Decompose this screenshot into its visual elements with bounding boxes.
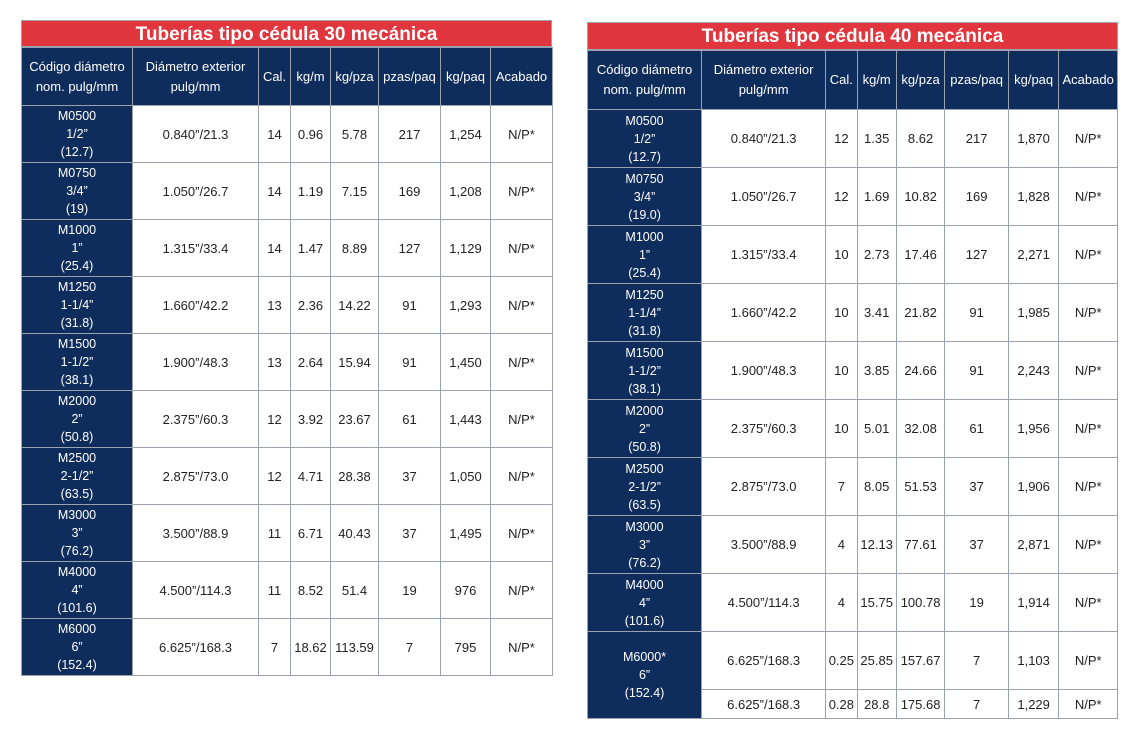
cell-outer-diameter: 6.625”/168.3 [133, 619, 259, 676]
header-outer-diameter: Diámetro exterior pulg/mm [702, 51, 826, 110]
cell-gauge: 13 [259, 334, 291, 391]
cell-kg-per-piece: 51.4 [331, 562, 379, 619]
cell-code: M0500 1/2” (12.7) [22, 106, 133, 163]
cell-pieces-per-pack: 127 [379, 220, 441, 277]
cell-finish: N/P* [491, 106, 553, 163]
cell-finish: N/P* [1059, 284, 1118, 342]
cell-gauge: 11 [259, 562, 291, 619]
cell-code: M6000* 6” (152.4) [588, 632, 702, 719]
cell-kg-per-m: 4.71 [291, 448, 331, 505]
cell-kg-per-m: 2.73 [857, 226, 896, 284]
cell-finish: N/P* [1059, 226, 1118, 284]
cell-outer-diameter: 1.315”/33.4 [702, 226, 826, 284]
cell-gauge: 13 [259, 277, 291, 334]
table-row [588, 168, 1118, 226]
cell-code: M2000 2” (50.8) [22, 391, 133, 448]
cell-finish: N/P* [491, 163, 553, 220]
header-code: Código diámetro nom. pulg/mm [588, 51, 702, 110]
cell-kg-per-m: 0.96 [291, 106, 331, 163]
table-row [588, 632, 1118, 690]
cell-kg-per-piece: 100.78 [896, 574, 944, 632]
header-kg-per-pack: kg/paq [1008, 51, 1058, 110]
cell-pieces-per-pack: 7 [945, 632, 1009, 690]
cell-kg-per-m: 2.36 [291, 277, 331, 334]
cell-kg-per-pack: 1,495 [441, 505, 491, 562]
cell-gauge: 12 [259, 448, 291, 505]
cell-code: M1250 1-1/4” (31.8) [22, 277, 133, 334]
cell-pieces-per-pack: 91 [379, 277, 441, 334]
table-row [22, 562, 553, 619]
table-row [588, 284, 1118, 342]
table-row [22, 220, 553, 277]
cell-kg-per-piece: 5.78 [331, 106, 379, 163]
cell-kg-per-piece: 157.67 [896, 632, 944, 690]
cell-finish: N/P* [491, 562, 553, 619]
cell-outer-diameter: 1.660”/42.2 [702, 284, 826, 342]
cell-kg-per-piece: 15.94 [331, 334, 379, 391]
cell-pieces-per-pack: 19 [379, 562, 441, 619]
table-row [22, 334, 553, 391]
cell-kg-per-m: 8.05 [857, 458, 896, 516]
cell-outer-diameter: 1.900”/48.3 [702, 342, 826, 400]
cell-finish: N/P* [1059, 632, 1118, 690]
cell-gauge: 0.25 [826, 632, 857, 690]
cell-kg-per-m: 18.62 [291, 619, 331, 676]
cell-kg-per-m: 3.85 [857, 342, 896, 400]
cell-code: M2000 2” (50.8) [588, 400, 702, 458]
cell-gauge: 10 [826, 342, 857, 400]
cell-outer-diameter: 1.050”/26.7 [133, 163, 259, 220]
cell-kg-per-pack: 1,870 [1008, 110, 1058, 168]
cell-outer-diameter: 3.500”/88.9 [702, 516, 826, 574]
cell-finish: N/P* [491, 391, 553, 448]
cell-code: M3000 3” (76.2) [22, 505, 133, 562]
cell-pieces-per-pack: 91 [945, 284, 1009, 342]
cell-code: M6000 6” (152.4) [22, 619, 133, 676]
cell-finish: N/P* [491, 505, 553, 562]
cell-kg-per-m: 1.19 [291, 163, 331, 220]
header-row [22, 48, 553, 106]
cell-kg-per-piece: 28.38 [331, 448, 379, 505]
cell-outer-diameter: 2.875”/73.0 [133, 448, 259, 505]
cell-code: M4000 4” (101.6) [588, 574, 702, 632]
cell-kg-per-m: 1.69 [857, 168, 896, 226]
cell-finish: N/P* [1059, 342, 1118, 400]
cell-pieces-per-pack: 217 [379, 106, 441, 163]
cell-finish: N/P* [491, 448, 553, 505]
cell-gauge: 7 [826, 458, 857, 516]
header-kg-per-m: kg/m [291, 48, 331, 106]
cell-gauge: 14 [259, 163, 291, 220]
cell-gauge: 12 [826, 110, 857, 168]
cell-pieces-per-pack: 7 [379, 619, 441, 676]
cell-kg-per-pack: 1,229 [1008, 690, 1058, 719]
cell-outer-diameter: 6.625”/168.3 [702, 690, 826, 719]
cell-pieces-per-pack: 61 [379, 391, 441, 448]
cell-kg-per-m: 25.85 [857, 632, 896, 690]
cell-kg-per-m: 1.47 [291, 220, 331, 277]
cell-kg-per-piece: 21.82 [896, 284, 944, 342]
cell-kg-per-m: 6.71 [291, 505, 331, 562]
cell-gauge: 12 [259, 391, 291, 448]
cell-outer-diameter: 2.375”/60.3 [702, 400, 826, 458]
schedule-40-table [587, 50, 1118, 719]
cell-finish: N/P* [491, 277, 553, 334]
cell-pieces-per-pack: 37 [379, 448, 441, 505]
cell-kg-per-m: 12.13 [857, 516, 896, 574]
cell-pieces-per-pack: 7 [945, 690, 1009, 719]
cell-pieces-per-pack: 37 [945, 458, 1009, 516]
header-kg-per-pack: kg/paq [441, 48, 491, 106]
cell-kg-per-m: 1.35 [857, 110, 896, 168]
cell-code: M0500 1/2” (12.7) [588, 110, 702, 168]
cell-kg-per-pack: 1,208 [441, 163, 491, 220]
cell-outer-diameter: 1.050”/26.7 [702, 168, 826, 226]
cell-pieces-per-pack: 217 [945, 110, 1009, 168]
header-finish: Acabado [1059, 51, 1118, 110]
table-row [588, 516, 1118, 574]
table-row [22, 163, 553, 220]
cell-kg-per-pack: 1,914 [1008, 574, 1058, 632]
header-gauge: Cal. [826, 51, 857, 110]
header-row [588, 51, 1118, 110]
cell-kg-per-piece: 8.89 [331, 220, 379, 277]
cell-kg-per-m: 3.92 [291, 391, 331, 448]
cell-code: M0750 3/4” (19) [22, 163, 133, 220]
cell-kg-per-pack: 1,103 [1008, 632, 1058, 690]
cell-kg-per-pack: 1,906 [1008, 458, 1058, 516]
cell-outer-diameter: 1.315”/33.4 [133, 220, 259, 277]
cell-finish: N/P* [1059, 458, 1118, 516]
table-row [22, 619, 553, 676]
header-gauge: Cal. [259, 48, 291, 106]
table-row [588, 458, 1118, 516]
cell-code: M1500 1-1/2” (38.1) [22, 334, 133, 391]
cell-kg-per-pack: 1,293 [441, 277, 491, 334]
cell-finish: N/P* [491, 334, 553, 391]
cell-code: M1000 1” (25.4) [22, 220, 133, 277]
cell-pieces-per-pack: 19 [945, 574, 1009, 632]
cell-kg-per-piece: 10.82 [896, 168, 944, 226]
cell-pieces-per-pack: 37 [945, 516, 1009, 574]
cell-pieces-per-pack: 37 [379, 505, 441, 562]
cell-gauge: 14 [259, 106, 291, 163]
cell-gauge: 12 [826, 168, 857, 226]
cell-pieces-per-pack: 61 [945, 400, 1009, 458]
cell-finish: N/P* [491, 220, 553, 277]
cell-gauge: 10 [826, 400, 857, 458]
cell-kg-per-piece: 17.46 [896, 226, 944, 284]
table-row [588, 400, 1118, 458]
cell-kg-per-m: 3.41 [857, 284, 896, 342]
cell-gauge: 7 [259, 619, 291, 676]
table-title: Tuberías tipo cédula 30 mecánica [21, 20, 552, 47]
cell-outer-diameter: 4.500”/114.3 [133, 562, 259, 619]
cell-kg-per-pack: 1,450 [441, 334, 491, 391]
cell-gauge: 10 [826, 284, 857, 342]
cell-gauge: 14 [259, 220, 291, 277]
cell-kg-per-piece: 40.43 [331, 505, 379, 562]
table-row [22, 505, 553, 562]
header-outer-diameter: Diámetro exterior pulg/mm [133, 48, 259, 106]
cell-kg-per-piece: 32.08 [896, 400, 944, 458]
header-code: Código diámetro nom. pulg/mm [22, 48, 133, 106]
cell-code: M1250 1-1/4” (31.8) [588, 284, 702, 342]
table-row [588, 226, 1118, 284]
header-kg-per-m: kg/m [857, 51, 896, 110]
cell-outer-diameter: 6.625”/168.3 [702, 632, 826, 690]
cell-kg-per-piece: 7.15 [331, 163, 379, 220]
cell-kg-per-piece: 14.22 [331, 277, 379, 334]
cell-pieces-per-pack: 169 [379, 163, 441, 220]
cell-outer-diameter: 2.875”/73.0 [702, 458, 826, 516]
cell-kg-per-pack: 976 [441, 562, 491, 619]
cell-code: M0750 3/4” (19.0) [588, 168, 702, 226]
cell-kg-per-pack: 1,443 [441, 391, 491, 448]
cell-finish: N/P* [491, 619, 553, 676]
cell-kg-per-piece: 8.62 [896, 110, 944, 168]
cell-outer-diameter: 2.375”/60.3 [133, 391, 259, 448]
table-row [22, 106, 553, 163]
schedule-30-table [21, 47, 553, 676]
cell-finish: N/P* [1059, 516, 1118, 574]
cell-kg-per-pack: 1,254 [441, 106, 491, 163]
cell-kg-per-piece: 77.61 [896, 516, 944, 574]
cell-code: M2500 2-1/2” (63.5) [22, 448, 133, 505]
cell-kg-per-pack: 2,871 [1008, 516, 1058, 574]
header-pieces-per-pack: pzas/paq [945, 51, 1009, 110]
cell-outer-diameter: 1.900”/48.3 [133, 334, 259, 391]
cell-finish: N/P* [1059, 110, 1118, 168]
table-row [588, 342, 1118, 400]
cell-kg-per-piece: 175.68 [896, 690, 944, 719]
cell-finish: N/P* [1059, 168, 1118, 226]
cell-kg-per-piece: 113.59 [331, 619, 379, 676]
cell-kg-per-m: 2.64 [291, 334, 331, 391]
header-finish: Acabado [491, 48, 553, 106]
header-kg-per-piece: kg/pza [896, 51, 944, 110]
cell-kg-per-pack: 1,050 [441, 448, 491, 505]
cell-finish: N/P* [1059, 400, 1118, 458]
cell-kg-per-pack: 2,243 [1008, 342, 1058, 400]
cell-pieces-per-pack: 127 [945, 226, 1009, 284]
table-schedule-40 [587, 22, 1118, 719]
table-row [22, 277, 553, 334]
cell-gauge: 4 [826, 516, 857, 574]
cell-gauge: 4 [826, 574, 857, 632]
table-row [588, 110, 1118, 168]
cell-outer-diameter: 1.660”/42.2 [133, 277, 259, 334]
table-row [588, 574, 1118, 632]
cell-kg-per-piece: 23.67 [331, 391, 379, 448]
cell-code: M1000 1” (25.4) [588, 226, 702, 284]
cell-kg-per-m: 5.01 [857, 400, 896, 458]
cell-pieces-per-pack: 91 [945, 342, 1009, 400]
header-kg-per-piece: kg/pza [331, 48, 379, 106]
cell-kg-per-m: 8.52 [291, 562, 331, 619]
cell-outer-diameter: 0.840”/21.3 [133, 106, 259, 163]
cell-code: M2500 2-1/2” (63.5) [588, 458, 702, 516]
cell-kg-per-pack: 1,985 [1008, 284, 1058, 342]
cell-kg-per-piece: 51.53 [896, 458, 944, 516]
cell-gauge: 11 [259, 505, 291, 562]
cell-code: M1500 1-1/2” (38.1) [588, 342, 702, 400]
cell-code: M3000 3” (76.2) [588, 516, 702, 574]
cell-pieces-per-pack: 91 [379, 334, 441, 391]
cell-outer-diameter: 3.500”/88.9 [133, 505, 259, 562]
cell-pieces-per-pack: 169 [945, 168, 1009, 226]
table-row [22, 448, 553, 505]
cell-gauge: 0.28 [826, 690, 857, 719]
cell-kg-per-pack: 795 [441, 619, 491, 676]
cell-kg-per-m: 28.8 [857, 690, 896, 719]
table-title: Tuberías tipo cédula 40 mecánica [587, 22, 1118, 50]
cell-kg-per-pack: 1,956 [1008, 400, 1058, 458]
table-schedule-30 [21, 20, 552, 676]
cell-code: M4000 4” (101.6) [22, 562, 133, 619]
cell-kg-per-pack: 2,271 [1008, 226, 1058, 284]
cell-gauge: 10 [826, 226, 857, 284]
cell-finish: N/P* [1059, 574, 1118, 632]
cell-finish: N/P* [1059, 690, 1118, 719]
cell-outer-diameter: 0.840”/21.3 [702, 110, 826, 168]
cell-kg-per-m: 15.75 [857, 574, 896, 632]
cell-kg-per-pack: 1,129 [441, 220, 491, 277]
cell-kg-per-piece: 24.66 [896, 342, 944, 400]
cell-kg-per-pack: 1,828 [1008, 168, 1058, 226]
table-row [22, 391, 553, 448]
header-pieces-per-pack: pzas/paq [379, 48, 441, 106]
cell-outer-diameter: 4.500”/114.3 [702, 574, 826, 632]
